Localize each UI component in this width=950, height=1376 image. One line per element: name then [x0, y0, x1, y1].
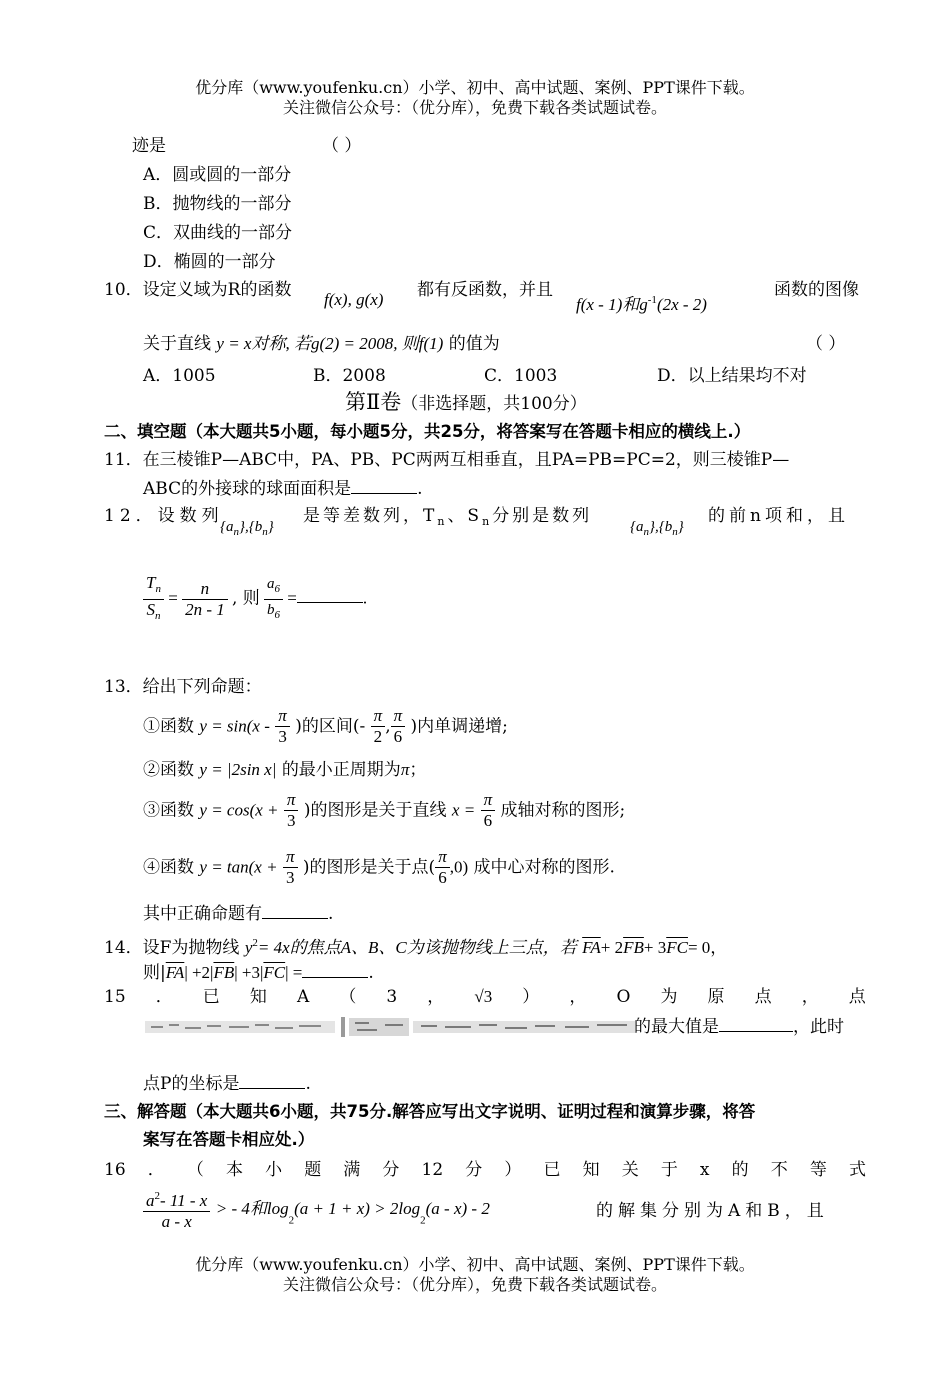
q15-w6: √3 — [474, 987, 493, 1006]
q13-answer-blank[interactable] — [262, 902, 328, 919]
q10-line-1 — [104, 279, 291, 301]
q16-line-2 — [143, 1186, 490, 1236]
q14-l2-b: | +2| — [184, 963, 214, 982]
q14-text-1: 设F为抛物线 — [142, 938, 240, 958]
q11-line-2 — [143, 477, 423, 500]
q10-func-expr-b: (2x - 2) — [656, 295, 707, 314]
q13-line-intro — [104, 676, 262, 698]
q15-w12: 点 — [754, 987, 772, 1007]
q12-seq2-close: } — [677, 519, 684, 535]
q12-line-1b — [303, 505, 592, 533]
q12-frac-n-num: n — [182, 579, 228, 600]
q15-w9: O — [616, 987, 631, 1007]
q9-option-d: D．椭圆的一部分 — [143, 252, 276, 272]
q13-p3-label: ③函数 — [143, 800, 194, 821]
q12-seq2-a: {a — [630, 519, 644, 535]
q16-w12: 关 — [621, 1160, 639, 1180]
q13-prop-3 — [143, 790, 625, 838]
q16-w4: 题 — [304, 1160, 322, 1180]
q13-p1-frac-2-den: 2 — [373, 727, 383, 746]
q12-eq-2: = — [287, 588, 297, 608]
q13-p1-frac-3-den: 6 — [393, 727, 403, 746]
q12-text-3: 、S — [447, 506, 483, 526]
q14-end: . — [368, 963, 374, 983]
q13-p4-text: )的图形是关于点( — [302, 857, 436, 878]
q12-text-2: 是等差数列，T — [303, 506, 438, 526]
q13-p4-point: ,0) — [449, 857, 469, 877]
q13-p1-comma: , — [385, 716, 391, 737]
q15-dot: ． — [155, 987, 173, 1007]
q14-plus-2: + 2 — [600, 938, 624, 957]
q16-tail: 的解集分别为A和B，且 — [596, 1201, 829, 1221]
q13-p3-tail: 成轴对称的图形; — [500, 800, 626, 821]
q12-number: 12． — [104, 506, 158, 526]
q10-text-3: 函数的图像 — [774, 280, 859, 300]
q16-frac-den: a - x — [161, 1212, 192, 1231]
q14-l2-fa: $\overline{FA}$ — [165, 963, 185, 982]
q12-frac-ts-num-sub: n — [155, 583, 161, 595]
q14-parabola-text: = 4x的焦点A、B、C为该抛物线上三点，若 — [257, 938, 577, 957]
q12-seq-a-sub: n — [233, 526, 239, 538]
q16-log-base-1: 2 — [288, 1214, 295, 1227]
q16-w0: ． — [147, 1160, 165, 1180]
q14-vec-fa: $\overline{FA}$ — [582, 938, 601, 957]
section-3-heading-2: 案写在答题卡相应处.） — [143, 1130, 315, 1149]
q16-w14: x — [699, 1160, 710, 1180]
q10-option-b: B．2008 — [313, 366, 386, 386]
q16-w15: 的 — [731, 1160, 749, 1180]
q14-l2-a: 则| — [143, 963, 166, 983]
q11-answer-blank[interactable] — [351, 477, 417, 494]
q15-tail-2: ，此时 — [793, 1017, 844, 1037]
q16-w17: 等 — [809, 1160, 827, 1180]
q16-w5: 满 — [343, 1160, 361, 1180]
q9-continuation: 迹是 — [132, 136, 166, 156]
q14-number: 14． — [104, 938, 143, 958]
q16-number: 16 — [104, 1160, 126, 1180]
q12-frac-ab-num-sub: 6 — [274, 583, 281, 595]
q12-frac-ab-den: b — [267, 602, 275, 618]
section-3-heading-1: 三、解答题（本大题共6小题，共75分.解答应写出文字说明、证明过程和演算步骤，将答 — [104, 1102, 756, 1121]
q12-frac-n — [182, 579, 228, 620]
q12-frac-ab-den-sub: 6 — [274, 609, 281, 621]
q16-ineq-1: > - 4和log — [215, 1199, 289, 1218]
q10-answer-paren: （ ） — [806, 334, 846, 354]
q10-line-2b: y = x对称, 若g(2) = 2008, 则f(1) — [216, 334, 444, 353]
q15-w4: 3 — [386, 987, 398, 1007]
q13-p3-expr: y = cos(x + — [199, 800, 279, 820]
q13-p1-expr: y = sin(x - — [199, 716, 270, 736]
q13-p4-label: ④函数 — [143, 857, 194, 878]
q13-p2-end: ； — [409, 760, 427, 780]
q13-p1-tail: )内单调递增; — [410, 716, 508, 737]
q16-w8: 分 — [465, 1160, 483, 1180]
q13-p3-frac-2-den: 6 — [483, 811, 493, 830]
q13-p3-frac-1 — [284, 790, 299, 831]
q16-frac-num-sq: 2 — [154, 1190, 160, 1202]
q13-p3-x: x = — [451, 800, 476, 820]
q13-p1-frac-2 — [371, 706, 386, 747]
q16-w3: 小 — [265, 1160, 283, 1180]
q15-w5: ， — [427, 987, 445, 1007]
q10-line-2c: 的值为 — [448, 334, 500, 354]
q12-seq-b: },{b — [239, 519, 263, 535]
q10-line-2a: 关于直线 — [143, 334, 211, 354]
q15-tail-1: 的最大值是 — [634, 1017, 719, 1037]
q11-end: . — [417, 479, 423, 499]
q13-conclusion — [143, 902, 333, 925]
q15-w14: 点 — [848, 987, 866, 1007]
q13-p3-frac-2 — [481, 790, 496, 831]
q12-seq-a: {a — [220, 519, 234, 535]
q13-p1-label: ①函数 — [143, 716, 194, 737]
q13-p4-frac-2-num: π — [435, 847, 450, 868]
q11-text-1: 在三棱锥P—ABC中，PA、PB、PC两两互相垂直，且PA=PB=PC=2，则三棱锥P— — [142, 450, 790, 470]
q12-frac-ts — [143, 573, 164, 626]
q16-frac-num-a: a — [146, 1191, 155, 1210]
q9-answer-paren: （ ） — [322, 136, 362, 156]
q12-frac-ab — [264, 574, 283, 625]
q13-p4-frac-2 — [435, 847, 450, 888]
q16-w9: ） — [504, 1160, 522, 1180]
q10-option-c: C．1003 — [484, 366, 558, 386]
q14-comma: ， — [710, 938, 728, 958]
q12-frac-n-den: 2n - 1 — [185, 600, 225, 619]
q13-p1-frac-1-den: 3 — [278, 727, 287, 746]
q12-seq-1 — [220, 516, 274, 543]
q13-p2-label: ②函数 — [143, 760, 194, 780]
q12-text-5: 的前n项和，且 — [708, 506, 849, 526]
q14-parabola-y: y — [244, 938, 253, 957]
q10-inverse-sup: -1 — [647, 294, 657, 306]
q13-end: . — [328, 904, 334, 924]
q12-text-4: 分别是数列 — [492, 506, 593, 526]
q10-func-pair: f(x), g(x) — [324, 290, 384, 309]
q15-w2: A — [296, 987, 310, 1007]
part-2-subtitle: （非选择题，共100分） — [401, 394, 587, 414]
q11-text-2: ABC的外接球的球面面积是 — [143, 479, 352, 499]
q12-seq-close: } — [267, 519, 274, 535]
q10-func-expr-a: f(x - 1)和g — [576, 295, 648, 314]
q13-p1-frac-1 — [275, 706, 290, 747]
q14-line-2 — [143, 961, 374, 984]
q16-fraction — [143, 1186, 210, 1232]
q15-w8: ， — [569, 987, 587, 1007]
part-2-title-line — [345, 391, 587, 415]
q12-answer-blank[interactable] — [297, 586, 363, 603]
q11-number: 11． — [104, 450, 143, 470]
q14-l2-c: | +3| — [234, 963, 264, 982]
q12-t-sub: n — [437, 515, 448, 528]
q15-w1: 知 — [249, 987, 267, 1007]
q16-w10: 已 — [543, 1160, 561, 1180]
q15-w11: 原 — [707, 987, 725, 1007]
q16-w7: 12 — [421, 1160, 444, 1180]
q12-line-1a — [104, 505, 224, 527]
q14-plus-3: + 3 — [643, 938, 667, 957]
q13-p3-frac-1-den: 3 — [286, 811, 296, 830]
q12-frac-ab-num: a — [267, 576, 275, 592]
q13-p2-text: 的最小正周期为 — [281, 760, 401, 780]
q13-p3-frac-2-num: π — [481, 790, 496, 811]
q15-w7: ） — [522, 987, 540, 1007]
q12-then: , 则 — [231, 588, 260, 609]
q16-frac-num-rest: - 11 - x — [160, 1191, 208, 1210]
q9-option-a: A．圆或圆的一部分 — [143, 165, 292, 185]
q15-answer-blank-2[interactable] — [239, 1072, 305, 1089]
q16-w6: 分 — [382, 1160, 400, 1180]
q13-p3-frac-1-num: π — [284, 790, 299, 811]
q16-ineq-3: (a - x) - 2 — [425, 1199, 490, 1218]
q13-p4-tail: 成中心对称的图形. — [473, 857, 615, 878]
q13-p4-frac-2-den: 6 — [438, 868, 447, 887]
q15-illegible-formula-image — [145, 1015, 635, 1039]
q14-l2-d: | = — [285, 963, 303, 982]
q13-p1-frac-3-num: π — [391, 706, 406, 727]
q13-p1-frac-1-num: π — [275, 706, 290, 727]
q14-line-1 — [104, 932, 727, 959]
q15-w3: （ — [339, 987, 357, 1007]
q15-line-3 — [143, 1072, 311, 1095]
q15-number: 15 — [104, 987, 126, 1007]
header-line-1: 优分库（www.youfenku.cn）小学、初中、高中试题、案例、PPT课件下载。 — [195, 78, 755, 97]
q10-text-1: 设定义域为R的函数 — [142, 280, 292, 300]
q15-line-1 — [104, 986, 866, 1008]
q12-s-sub: n — [482, 515, 493, 528]
q12-seq2-b: },{b — [649, 519, 673, 535]
q15-answer-blank-1[interactable] — [719, 1015, 793, 1032]
q13-prop-2 — [143, 759, 426, 781]
q12-seq-2 — [630, 516, 684, 543]
q12-seq2-a-sub: n — [643, 526, 649, 538]
q13-p4-expr: y = tan(x + — [199, 857, 278, 877]
q13-p4-frac-1 — [283, 847, 298, 888]
q13-p1-frac-2-num: π — [371, 706, 386, 727]
q15-w13: ， — [801, 987, 819, 1007]
q13-p4-frac-1-num: π — [283, 847, 298, 868]
q16-w11: 知 — [582, 1160, 600, 1180]
q13-p2-expr: y = |2sin x| — [199, 760, 277, 779]
q12-text-1: 设数列 — [157, 506, 224, 526]
q9-option-c: C．双曲线的一部分 — [143, 223, 293, 243]
q14-l2-fb: $\overline{FB}$ — [213, 963, 235, 982]
q13-prop-4 — [143, 847, 615, 895]
q14-l2-fc: $\overline{FC}$ — [263, 963, 286, 982]
q15-w0: 已 — [202, 987, 220, 1007]
q13-p1-interval: )的区间(- — [295, 716, 366, 737]
q16-w16: 不 — [770, 1160, 788, 1180]
q16-log-base-2: 2 — [420, 1214, 426, 1227]
q14-answer-blank[interactable] — [302, 961, 368, 978]
q15-end: . — [305, 1074, 311, 1094]
header-line-2: 关注微信公众号：（优分库），免费下载各类试题试卷。 — [282, 98, 667, 117]
q16-w18: 式 — [848, 1160, 866, 1180]
footer-line-2: 关注微信公众号：（优分库），免费下载各类试题试卷。 — [282, 1275, 667, 1294]
q16-w2: 本 — [225, 1160, 243, 1180]
q12-seq2-b-sub: n — [672, 526, 678, 538]
q12-formula — [143, 573, 367, 629]
q13-text: 给出下列命题： — [142, 677, 262, 697]
part-2-title: 第Ⅱ卷 — [345, 390, 402, 414]
q13-p3-text: )的图形是关于直线 — [303, 800, 447, 821]
q12-eq-1: = — [168, 588, 178, 608]
q13-p4-frac-1-den: 3 — [286, 868, 295, 887]
q15-point-text: 点P的坐标是 — [143, 1074, 240, 1094]
q14-zero-vec: = 0 — [687, 938, 711, 957]
q13-conclusion-text: 其中正确命题有 — [143, 904, 262, 924]
q12-end: . — [362, 588, 368, 608]
q16-w13: 于 — [660, 1160, 678, 1180]
q12-seq-b-sub: n — [262, 526, 268, 538]
q10-option-a: A．1005 — [143, 366, 216, 386]
q12-frac-ts-den: S — [146, 600, 155, 619]
q12-frac-ts-num: T — [146, 573, 156, 592]
q13-p1-frac-3 — [391, 706, 406, 747]
q13-p2-pi: π — [400, 760, 410, 779]
q16-w1: （ — [186, 1160, 204, 1180]
q9-option-b: B．抛物线的一部分 — [143, 194, 292, 214]
q10-text-2: 都有反函数，并且 — [417, 280, 553, 300]
q10-number: 10． — [104, 280, 143, 300]
q14-vec-fb: $\overline{FB}$ — [623, 938, 644, 957]
footer-line-1: 优分库（www.youfenku.cn）小学、初中、高中试题、案例、PPT课件下载。 — [195, 1255, 755, 1274]
q10-func-expr — [576, 289, 707, 316]
q13-prop-1 — [143, 706, 508, 754]
q10-line-2 — [143, 333, 500, 355]
q12-frac-ts-den-sub: n — [154, 610, 161, 622]
q14-parabola-sq: 2 — [252, 937, 258, 949]
q13-number: 13． — [104, 677, 143, 697]
q11-line-1 — [104, 449, 789, 471]
q15-line-2 — [634, 1015, 844, 1038]
q10-option-d: D．以上结果均不对 — [657, 366, 807, 386]
q15-w10: 为 — [660, 987, 678, 1007]
q16-ineq-2: (a + 1 + x) > 2log — [294, 1199, 421, 1218]
q16-line-1 — [104, 1159, 866, 1181]
q14-vec-fc: $\overline{FC}$ — [666, 938, 688, 957]
section-2-heading: 二、填空题（本大题共5小题，每小题5分，共25分，将答案写在答题卡相应的横线上.） — [104, 422, 751, 441]
